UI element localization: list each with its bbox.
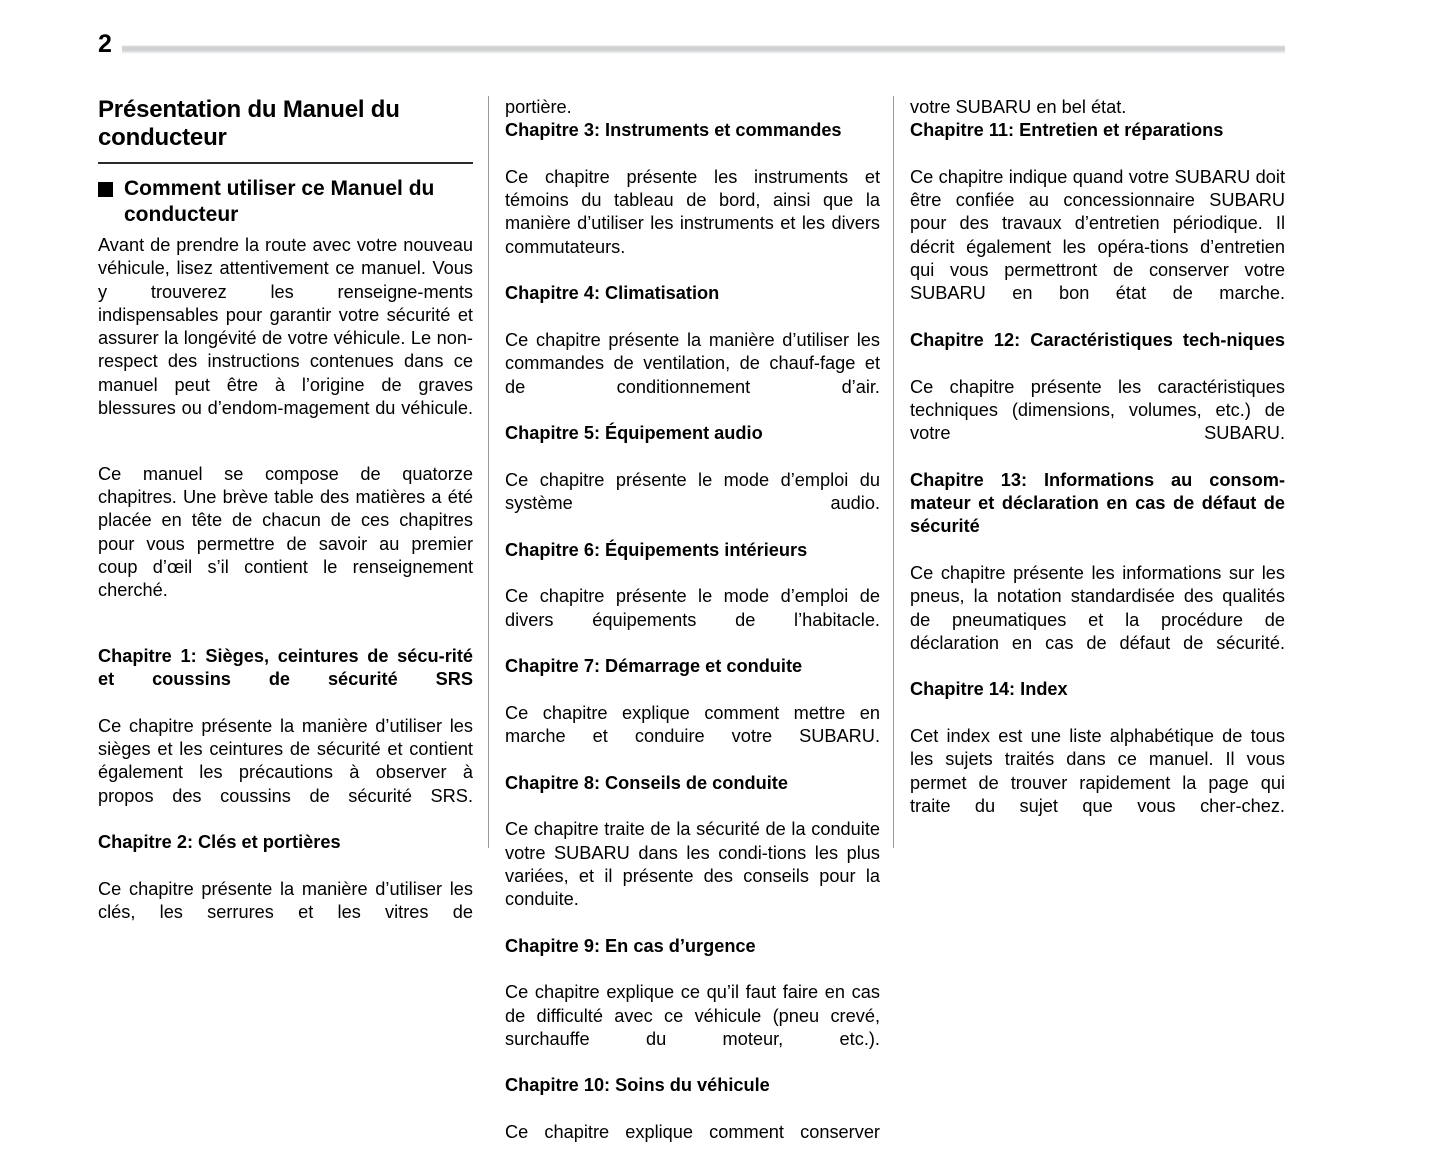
chapter-description: Ce chapitre présente la manière d’utiliser les commandes de ventilation, de chauf-fage et de conditionnement d’air.: [505, 329, 880, 397]
chapter-entry: [505, 282, 880, 422]
chapter-description: Ce chapitre indique quand votre SUBARU doit être confiée au concessionnaire SUBARU pour des travaux d’entretien périodique. Il décrit également les opéra-tions d’entretien qui vous permettront de conserver votre SUBARU en bon état de marche.: [910, 166, 1285, 304]
chapter-heading: Chapitre 4: Climatisation: [505, 283, 720, 304]
chapter-heading: Chapitre 9: En cas d’urgence: [505, 935, 756, 956]
chapter-description: Ce chapitre traite de la sécurité de la conduite votre SUBARU dans les condi-tions les plus variées, et il présente des conseils pour la conduite.: [505, 819, 880, 910]
chapter-description: Ce chapitre présente la manière d’utiliser les clés, les serrures et les vitres de: [98, 878, 473, 923]
continuation-text: portière.: [505, 97, 572, 117]
chapter-description: Ce chapitre présente le mode d’emploi du système audio.: [505, 469, 880, 514]
chapter-entry: [505, 935, 880, 1075]
chapter-description: Ce chapitre présente les informations sur les pneus, la notation standardisée des qualités de pneumatiques et la procédure de déclaration en cas de défaut de sécurité.: [910, 562, 1285, 653]
chapter-heading: Chapitre 10: Soins du véhicule: [505, 1075, 770, 1096]
filled-square-bullet-icon: [98, 182, 113, 197]
chapter-entry: [910, 329, 1285, 469]
chapter-description: Ce chapitre présente la manière d’utiliser les sièges et les ceintures de sécurité et contient également les précautions à observer à propos des coussins de sécurité SRS.: [98, 715, 473, 806]
chapter-entry: [505, 119, 880, 282]
chapter-entry: [505, 655, 880, 771]
chapter-heading: Chapitre 14: Index: [910, 679, 1068, 700]
page-title: Présentation du Manuel du conducteur: [98, 96, 400, 151]
title-underline-rule: [98, 162, 473, 164]
chapter-description: Ce chapitre présente les instruments et témoins du tableau de bord, ainsi que la manière d’utiliser les instruments et les divers commutateurs.: [505, 166, 880, 257]
chapter-description: Ce chapitre explique ce qu’il faut faire en cas de difficulté avec ce véhicule (pneu crevé, surchauffe du moteur, etc.).: [505, 982, 880, 1049]
chapter-heading: Chapitre 7: Démarrage et conduite: [505, 656, 803, 677]
chapter-heading: Chapitre 13: Informations au consom-mateur et déclaration en cas de défaut de sécurité: [910, 469, 1285, 537]
chapter-heading: Chapitre 1: Sièges, ceintures de sécu-rité et coussins de sécurité SRS: [98, 645, 473, 690]
chapter-entry: [910, 119, 1285, 329]
chapter-description: Ce chapitre explique comment conserver: [505, 1122, 880, 1143]
intro-paragraph-1: Avant de prendre la route avec votre nouveau véhicule, lisez attentivement ce manuel. Vous y trouverez les renseigne-ments indispensables pour garantir votre sécurité et assurer la longévité de votre véhicule. Le non-respect des instructions contenues dans ce manuel peut être à l’origine de graves blessures ou d’endom-magement du véhicule.: [98, 235, 473, 419]
section-heading: [98, 176, 473, 228]
chapter-entry: [98, 645, 473, 831]
chapter-heading: Chapitre 2: Clés et portières: [98, 832, 341, 853]
text-column-3: [910, 96, 1285, 842]
chapter-heading: Chapitre 3: Instruments et commandes: [505, 120, 842, 141]
chapter-heading: Chapitre 11: Entretien et réparations: [910, 120, 1224, 141]
chapter-description: Cet index est une liste alphabétique de tous les sujets traités dans ce manuel. Il vous permet de trouver rapidement la page qui traite du sujet que vous cher-chez.: [910, 726, 1285, 816]
chapter-heading: Chapitre 8: Conseils de conduite: [505, 772, 788, 793]
chapter-entry: [505, 772, 880, 935]
chapter-entry: [505, 422, 880, 538]
chapter-heading: Chapitre 12: Caractéristiques tech-niques: [910, 329, 1285, 350]
page-number: 2: [98, 30, 112, 58]
section-heading-label: Comment utiliser ce Manuel du conducteur: [124, 177, 435, 226]
chapter-description: Ce chapitre présente le mode d’emploi de divers équipements de l’habitacle.: [505, 586, 880, 630]
text-column-2: [505, 96, 880, 1168]
chapter-entry: [910, 678, 1285, 841]
chapter-entry: [505, 539, 880, 655]
continuation-text: votre SUBARU en bel état.: [910, 97, 1127, 117]
chapter-heading: Chapitre 6: Équipements intérieurs: [505, 539, 808, 560]
text-column-1: [98, 96, 473, 948]
chapter-entry: [98, 831, 473, 947]
intro-paragraph-2: Ce manuel se compose de quatorze chapitres. Une brève table des matières a été placée en tête de chacun de ces chapitres pour vous permettre de savoir au premier coup d’œil s’il contient le renseignement cherché.: [98, 463, 473, 601]
chapter-heading: Chapitre 5: Équipement audio: [505, 423, 763, 444]
chapter-entry: [505, 1074, 880, 1167]
chapter-description: Ce chapitre explique comment mettre en marche et conduire votre SUBARU.: [505, 702, 880, 747]
chapter-entry: [910, 469, 1285, 679]
chapter-description: Ce chapitre présente les caractéristiques techniques (dimensions, volumes, etc.) de votre SUBARU.: [910, 376, 1285, 444]
